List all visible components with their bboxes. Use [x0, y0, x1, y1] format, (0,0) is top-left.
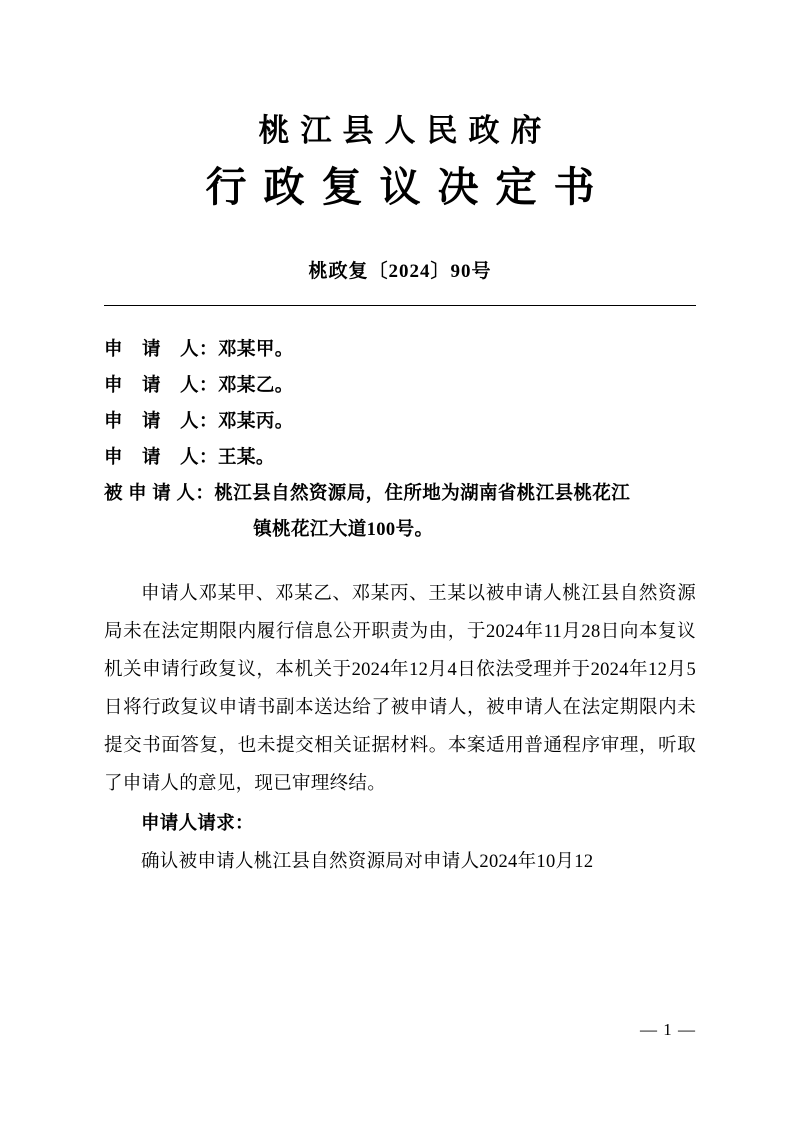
document-title-type: 行政复议决定书 — [205, 162, 612, 211]
paragraph-request-content: 确认被申请人桃江县自然资源局对申请人2024年10月12 — [141, 851, 594, 872]
paragraph-request-heading: 申请人请求： — [141, 813, 254, 834]
party-label: 申 请 人： — [104, 448, 219, 469]
header-divider — [104, 305, 696, 306]
party-list — [104, 332, 696, 548]
party-value: 邓某乙。 — [218, 376, 294, 396]
party-value: 邓某甲。 — [218, 339, 294, 360]
party-row — [104, 368, 696, 404]
party-value: 邓某丙。 — [218, 412, 294, 433]
paragraph-case-summary: 申请人邓某甲、邓某乙、邓某丙、王某以被申请人桃江县自然资源局未在法定期限内履行信息公开职责为由，于2024年11月28日向本复议机关申请行政复议，本机关于2024年12月4日依法受理并于2024年12月5日将行政复议申请书副本送达给了被申请人，被申请人在法定期限内未提交书面答复，也未提交相关证据材料。本案适用普通程序审理，听取了申请人的意见，现已审理终结。 — [104, 584, 696, 794]
document-body — [104, 576, 696, 881]
party-row — [104, 440, 696, 476]
party-label: 被 申 请 人： — [104, 484, 215, 505]
document-content — [104, 0, 696, 882]
party-label: 申 请 人： — [104, 376, 219, 396]
party-row — [104, 332, 696, 368]
party-value-line-2: 镇桃花江大道100号。 — [253, 520, 434, 541]
party-row-respondent — [104, 476, 696, 548]
party-row — [104, 404, 696, 440]
party-value-line-1: 桃江县自然资源局，住所地为湖南省桃江县桃花江 — [214, 484, 631, 505]
party-label: 申 请 人： — [104, 412, 219, 433]
page-number: — 1 — — [640, 1020, 696, 1039]
document-number: 桃政复〔2024〕90号 — [308, 260, 492, 282]
party-value: 王某。 — [218, 448, 275, 469]
party-value — [214, 476, 696, 548]
document-title-organization: 桃江县人民政府 — [258, 113, 553, 149]
party-label: 申 请 人： — [104, 339, 219, 360]
